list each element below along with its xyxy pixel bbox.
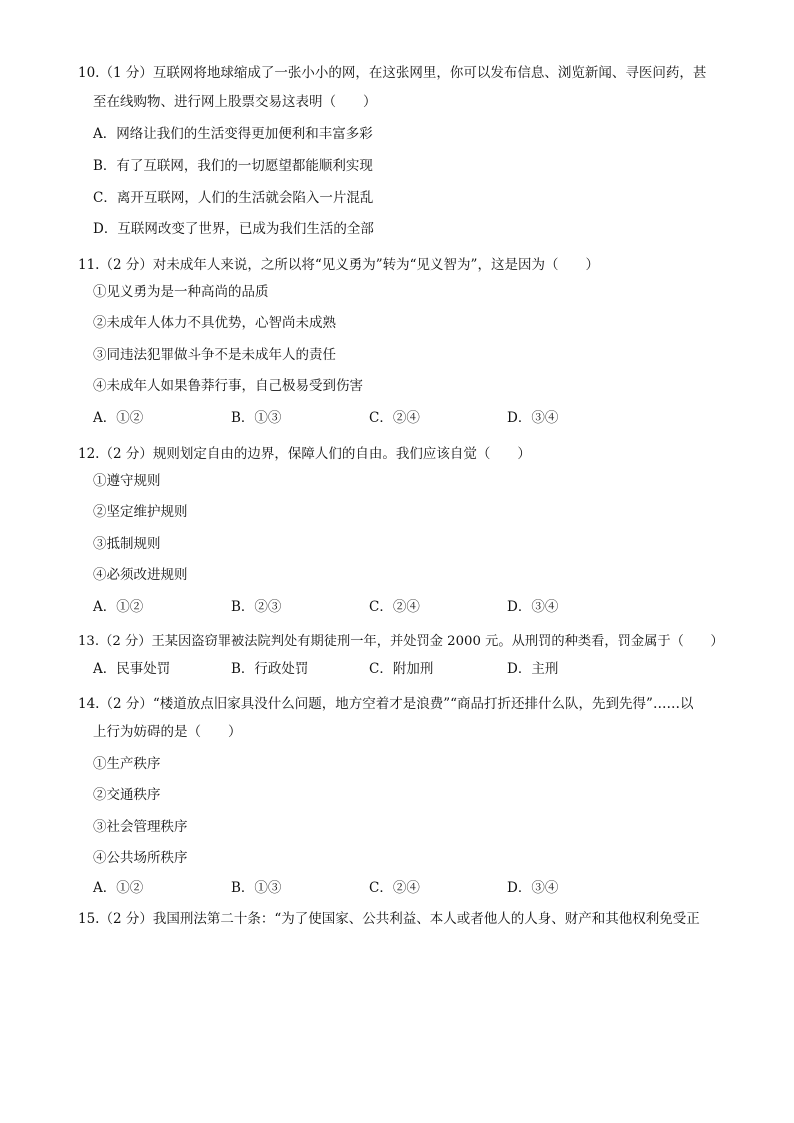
question-13-choice-a: A．民事处罚: [93, 661, 171, 677]
question-12-item-1: ①遵守规则: [93, 473, 161, 489]
question-14-choice-d: D．③④: [507, 880, 559, 896]
question-14-item-2: ②交通秩序: [93, 787, 161, 803]
question-14-item-1: ①生产秩序: [93, 756, 161, 772]
question-11-item-3: ③同违法犯罪做斗争不是未成年人的责任: [93, 347, 336, 363]
question-10-option-c: C．离开互联网，人们的生活就会陷入一片混乱: [93, 190, 374, 206]
question-13-choice-c: C．附加刑: [369, 661, 434, 677]
question-15-stem: 15.（2 分）我国刑法第二十条：“为了使国家、公共利益、本人或者他人的人身、财产和其他权利免受正: [78, 911, 700, 927]
question-14-item-3: ③社会管理秩序: [93, 819, 188, 835]
question-12-stem: 12.（2 分）规则划定自由的边界，保障人们的自由。我们应该自觉（ ）: [78, 446, 531, 462]
question-11-stem: 11.（2 分）对未成年人来说，之所以将“见义勇为”转为“见义智为”，这是因为（ ）: [78, 257, 599, 273]
question-14-stem-line-1: 14.（2 分）“楼道放点旧家具没什么问题，地方空着才是浪费”“商品打折还排什么队，先到先得”……以: [78, 696, 694, 712]
question-12-choice-b: B．②③: [231, 599, 282, 615]
question-12-choice-d: D．③④: [507, 599, 559, 615]
question-13-choice-d: D．主刑: [507, 661, 559, 677]
question-11-choice-a: A．①②: [93, 410, 144, 426]
question-10-option-d: D．互联网改变了世界，已成为我们生活的全部: [93, 221, 374, 237]
question-11-item-1: ①见义勇为是一种高尚的品质: [93, 284, 269, 300]
question-14-choice-a: A．①②: [93, 880, 144, 896]
question-12-item-2: ②坚定维护规则: [93, 504, 188, 520]
question-10-option-b: B．有了互联网，我们的一切愿望都能顺利实现: [93, 158, 373, 174]
question-14-choice-b: B．①③: [231, 880, 282, 896]
question-12-item-4: ④必须改进规则: [93, 567, 188, 583]
question-11-choice-c: C．②④: [369, 410, 420, 426]
question-10-stem-line-1: 10.（1 分）互联网将地球缩成了一张小小的网，在这张网里，你可以发布信息、浏览新闻、寻医问药，甚: [78, 65, 707, 81]
question-11-item-4: ④未成年人如果鲁莽行事，自己极易受到伤害: [93, 378, 363, 394]
question-12-choice-c: C．②④: [369, 599, 420, 615]
question-10-stem-line-2: 至在线购物、进行网上股票交易这表明（ ）: [93, 94, 377, 110]
question-13-choice-b: B．行政处罚: [231, 661, 309, 677]
question-11-choice-b: B．①③: [231, 410, 282, 426]
question-12-item-3: ③抵制规则: [93, 536, 161, 552]
question-11-item-2: ②未成年人体力不具优势，心智尚未成熟: [93, 315, 336, 331]
question-14-choice-c: C．②④: [369, 880, 420, 896]
question-11-choice-d: D．③④: [507, 410, 559, 426]
question-10-option-a: A．网络让我们的生活变得更加便利和丰富多彩: [93, 126, 373, 142]
question-14-item-4: ④公共场所秩序: [93, 850, 188, 866]
question-14-stem-line-2: 上行为妨碍的是（ ）: [93, 724, 242, 740]
question-13-stem: 13.（2 分）王某因盗窃罪被法院判处有期徒刑一年，并处罚金 2000 元。从刑罚的种类看，罚金属于（ ）: [78, 634, 724, 649]
question-12-choice-a: A．①②: [93, 599, 144, 615]
